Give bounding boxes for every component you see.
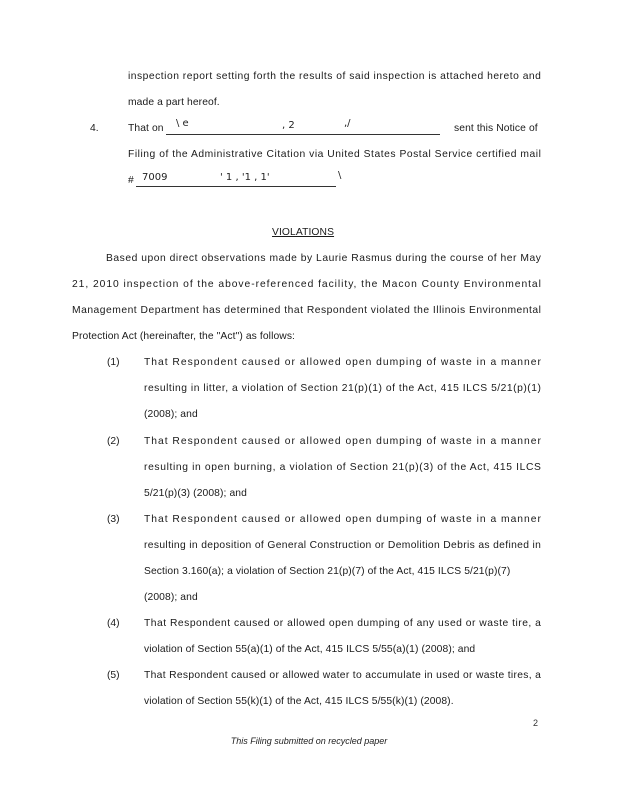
violation-5-line-1: That Respondent caused or allowed water to accumulate in used or waste tires, a bbox=[144, 670, 542, 681]
item-4-number: 4. bbox=[90, 123, 99, 134]
intro-line-2: made a part hereof. bbox=[128, 97, 220, 108]
handwritten-date-1: \ e bbox=[176, 118, 189, 129]
item-4-end: sent this Notice of bbox=[454, 123, 538, 134]
handwritten-mail-1: 7009 bbox=[142, 172, 168, 183]
page-number: 2 bbox=[533, 718, 539, 728]
violation-3-line-4: (2008); and bbox=[144, 592, 198, 603]
violation-2-number: (2) bbox=[107, 436, 120, 447]
body-line-2: 21, 2010 inspection of the above-referenced facility, the Macon County Environmental bbox=[72, 279, 542, 290]
handwritten-date-3: ,/ bbox=[344, 118, 351, 129]
violation-5-number: (5) bbox=[107, 670, 120, 681]
violation-1-line-3: (2008); and bbox=[144, 409, 198, 420]
handwritten-mail-3: \ bbox=[338, 170, 342, 181]
violation-4-number: (4) bbox=[107, 618, 120, 629]
violation-5-line-2: violation of Section 55(k)(1) of the Act, 415 ILCS 5/55(k)(1) (2008). bbox=[144, 696, 454, 707]
violation-2-line-2: resulting in open burning, a violation of Section 21(p)(3) of the Act, 415 ILCS bbox=[144, 462, 542, 473]
violation-4-line-1: That Respondent caused or allowed open dumping of any used or waste tire, a bbox=[144, 618, 542, 629]
item-4-start: That on bbox=[128, 123, 164, 134]
violation-3-line-1: That Respondent caused or allowed open dumping of waste in a manner bbox=[144, 514, 542, 525]
mail-number-blank bbox=[136, 186, 336, 187]
intro-line-1: inspection report setting forth the results of said inspection is attached hereto and bbox=[128, 71, 542, 82]
violation-3-number: (3) bbox=[107, 514, 120, 525]
body-line-3: Management Department has determined that Respondent violated the Illinois Environmental bbox=[72, 305, 542, 316]
violation-1-line-2: resulting in litter, a violation of Section 21(p)(1) of the Act, 415 ILCS 5/21(p)(1) bbox=[144, 383, 542, 394]
violation-3-line-2: resulting in deposition of General Construction or Demolition Debris as defined in bbox=[144, 540, 542, 551]
item-4-mail-prefix: # bbox=[128, 175, 134, 186]
handwritten-date-2: , 2 bbox=[282, 120, 295, 131]
body-line-1: Based upon direct observations made by Laurie Rasmus during the course of her May bbox=[106, 253, 542, 264]
violation-2-line-1: That Respondent caused or allowed open dumping of waste in a manner bbox=[144, 436, 542, 447]
violation-1-line-1: That Respondent caused or allowed open dumping of waste in a manner bbox=[144, 357, 542, 368]
handwritten-mail-2: ' 1 , '1 , 1' bbox=[220, 172, 270, 183]
violation-1-number: (1) bbox=[107, 357, 120, 368]
body-line-4: Protection Act (hereinafter, the "Act") as follows: bbox=[72, 331, 296, 342]
violation-3-line-3: Section 3.160(a); a violation of Section 21(p)(7) of the Act, 415 ILCS 5/21(p)(7) bbox=[144, 566, 511, 577]
item-4-line-2: Filing of the Administrative Citation via United States Postal Service certified mail bbox=[128, 149, 542, 160]
violation-4-line-2: violation of Section 55(a)(1) of the Act, 415 ILCS 5/55(a)(1) (2008); and bbox=[144, 644, 476, 655]
violations-heading: VIOLATIONS bbox=[272, 227, 335, 238]
date-blank bbox=[166, 134, 440, 135]
recycled-paper-footer: This Filing submitted on recycled paper bbox=[230, 736, 388, 746]
violation-2-line-3: 5/21(p)(3) (2008); and bbox=[144, 488, 247, 499]
